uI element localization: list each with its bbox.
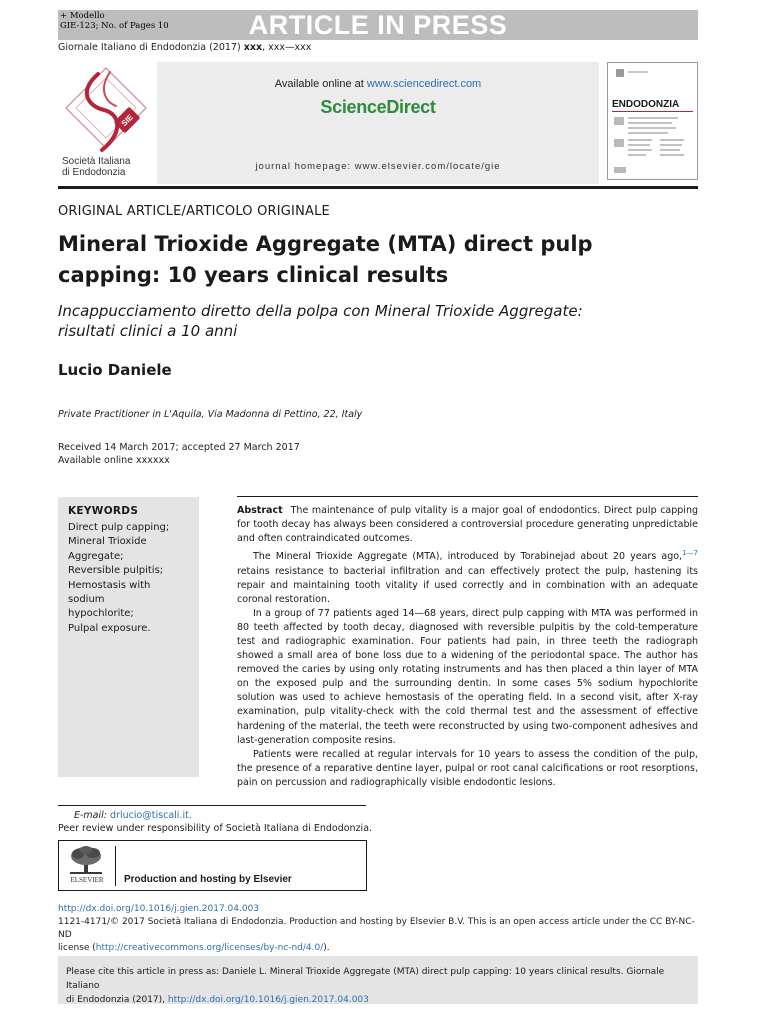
- journal-citation-prefix: Giornale Italiano di Endodonzia (2017): [58, 42, 244, 53]
- citation-line2: [66, 993, 690, 1007]
- article-dates: [58, 441, 300, 467]
- journal-cover-icon: [608, 63, 697, 179]
- keyword-item: Aggregate;: [68, 550, 124, 562]
- society-name-line1: Società Italiana: [62, 156, 131, 167]
- received-accepted: Received 14 March 2017; accepted 27 March 2017: [58, 442, 300, 453]
- license-line2: [58, 942, 698, 955]
- society-name-line2: di Endodonzia: [62, 167, 126, 178]
- author-name: Lucio Daniele: [58, 361, 172, 379]
- available-online-prefix: Available online at: [274, 78, 367, 90]
- journal-cover-title: ENDODONZIA: [612, 99, 680, 110]
- citation-prefix: di Endodonzia (2017),: [66, 995, 168, 1005]
- abstract-p1-text: The maintenance of pulp vitality is a major goal of endodontics. Direct pulp capping for tooth decay has always been considered a controversial procedure generating unpredictable and often contraindicated outcomes.: [237, 505, 698, 545]
- abstract-p2-text-a: The Mineral Trioxide Aggregate (MTA), introduced by Torabinejad about 20 years ago,: [253, 551, 683, 563]
- doi-link[interactable]: http://dx.doi.org/10.1016/j.gien.2017.04.003: [58, 904, 260, 914]
- keyword-item: Direct pulp capping;: [68, 522, 170, 533]
- author-affiliation: Private Practitioner in L'Aquila, Via Madonna di Pettino, 22, Italy: [58, 409, 363, 420]
- citation-line1: Please cite this article in press as: Daniele L. Mineral Trioxide Aggregate (MTA) direct pulp capping: 10 years clinical results. Giornale Italiano: [66, 967, 665, 991]
- article-subtitle-line2: risultati clinici a 10 anni: [58, 322, 238, 340]
- reference-link[interactable]: 1—7: [682, 549, 698, 558]
- abstract-paragraph-4: Patients were recalled at regular intervals for 10 years to assess the condition of the pulp, the presence of a reparative dentine layer, pulpal or root canal calcifications or root resorptions, pain on percussion and radiographically visible endodontic lesions.: [237, 748, 698, 788]
- abstract-paragraph-2: [237, 546, 698, 607]
- article-subtitle: [58, 301, 678, 341]
- keyword-item: Hemostasis with sodium: [68, 579, 151, 606]
- society-badge: SIE: [119, 112, 136, 129]
- journal-homepage: journal homepage: www.elsevier.com/locate/gie: [255, 161, 501, 172]
- keyword-item: Pulpal exposure.: [68, 622, 151, 634]
- article-title-line1: Mineral Trioxide Aggregate (MTA) direct pulp: [58, 232, 593, 256]
- sciencedirect-brand: ScienceDirect: [320, 97, 436, 117]
- journal-citation-suffix: , xxx—xxx: [262, 42, 312, 53]
- society-logo-icon: [58, 62, 154, 157]
- keyword-item: Reversible pulpitis;: [68, 565, 164, 577]
- model-line: + Modello: [60, 11, 105, 21]
- abstract-label: Abstract: [237, 505, 283, 516]
- available-online-date: Available online xxxxxx: [58, 455, 170, 466]
- banner-title: ARTICLE IN PRESS: [248, 10, 508, 40]
- elsevier-hosting-text: Production and hosting by Elsevier: [124, 874, 292, 885]
- article-title-line2: capping: 10 years clinical results: [58, 263, 449, 287]
- available-online: [157, 78, 599, 90]
- keywords-title: KEYWORDS: [68, 505, 139, 517]
- keyword-item: hypochlorite;: [68, 608, 134, 620]
- abstract-p2-text-b: retains resistance to bacterial infiltration and can effectively protect the pulp, hastening its repair and maintaining tooth vitality if used correctly and in combination with an adequate coronal restoration.: [237, 565, 698, 605]
- citation-doi-link[interactable]: http://dx.doi.org/10.1016/j.gien.2017.04.003: [167, 995, 369, 1005]
- article-in-press-banner: [58, 10, 698, 40]
- email-label: E-mail:: [74, 810, 111, 821]
- license-link[interactable]: http://creativecommons.org/licenses/by-nc-nd/4.0/: [95, 943, 324, 953]
- email-link[interactable]: drlucio@tiscali.it.: [110, 810, 192, 821]
- keywords-list: [68, 521, 189, 636]
- abstract: [237, 504, 698, 790]
- pages-line: GIE-123; No. of Pages 10: [60, 21, 169, 31]
- elsevier-wordmark: ELSEVIER: [70, 876, 104, 884]
- abstract-paragraph-1: [237, 504, 698, 546]
- elsevier-divider: [115, 846, 116, 886]
- journal-cover-thumbnail: [607, 62, 698, 180]
- license-prefix: license (: [58, 943, 96, 953]
- article-title: [58, 229, 678, 291]
- article-subtitle-line1: Incappucciamento diretto della polpa con Mineral Trioxide Aggregate:: [58, 302, 583, 320]
- license-line1: 1121-4171/© 2017 Società Italiana di Endodonzia. Production and hosting by Elsevier B.V. This is an open access article under the CC BY-NC-ND: [58, 917, 695, 940]
- keywords-box: [58, 497, 199, 777]
- journal-citation-volume: xxx: [243, 42, 263, 53]
- header-rule: [58, 186, 698, 189]
- citation-box: [58, 956, 698, 1004]
- peer-review-note: Peer review under responsibility of Società Italiana di Endodonzia.: [58, 823, 373, 834]
- author-email: [74, 810, 192, 821]
- sciencedirect-link[interactable]: www.sciencedirect.com: [366, 78, 482, 90]
- abstract-rule: [237, 496, 698, 497]
- doi-line: [58, 904, 259, 914]
- abstract-paragraph-3: In a group of 77 patients aged 14—68 years, direct pulp capping with MTA was performed in 80 teeth affected by tooth decay, diagnosed with reversible pulpitis by the cold-temperature test and radiographic examination. Four patients had pain, in three teeth the radiograph showed a small area of bone loss due to a widening of the periodontal space. The author has removed the caries by using only rotating instruments and has then placed a thin layer of MTA on the exposed pulp and the surrounding dentin. In some cases 5% sodium hypochlorite solution was used to achieve hemostasis of the operating field. In a second visit, after X-ray examination, pulp vitality-check with the cold thermal test and the assessment of effective hardening of the material, the teeth were reconstructed by using two-component adhesives and last-generation composite resins.: [237, 607, 698, 746]
- license-suffix: ).: [323, 943, 330, 953]
- license-text: [58, 916, 698, 955]
- footnote-rule: [58, 805, 366, 806]
- keyword-item: Mineral Trioxide: [68, 536, 147, 548]
- journal-citation: [58, 42, 311, 53]
- elsevier-tree-icon: [66, 845, 106, 879]
- society-name: [62, 156, 130, 178]
- section-type: ORIGINAL ARTICLE/ARTICOLO ORIGINALE: [58, 204, 330, 219]
